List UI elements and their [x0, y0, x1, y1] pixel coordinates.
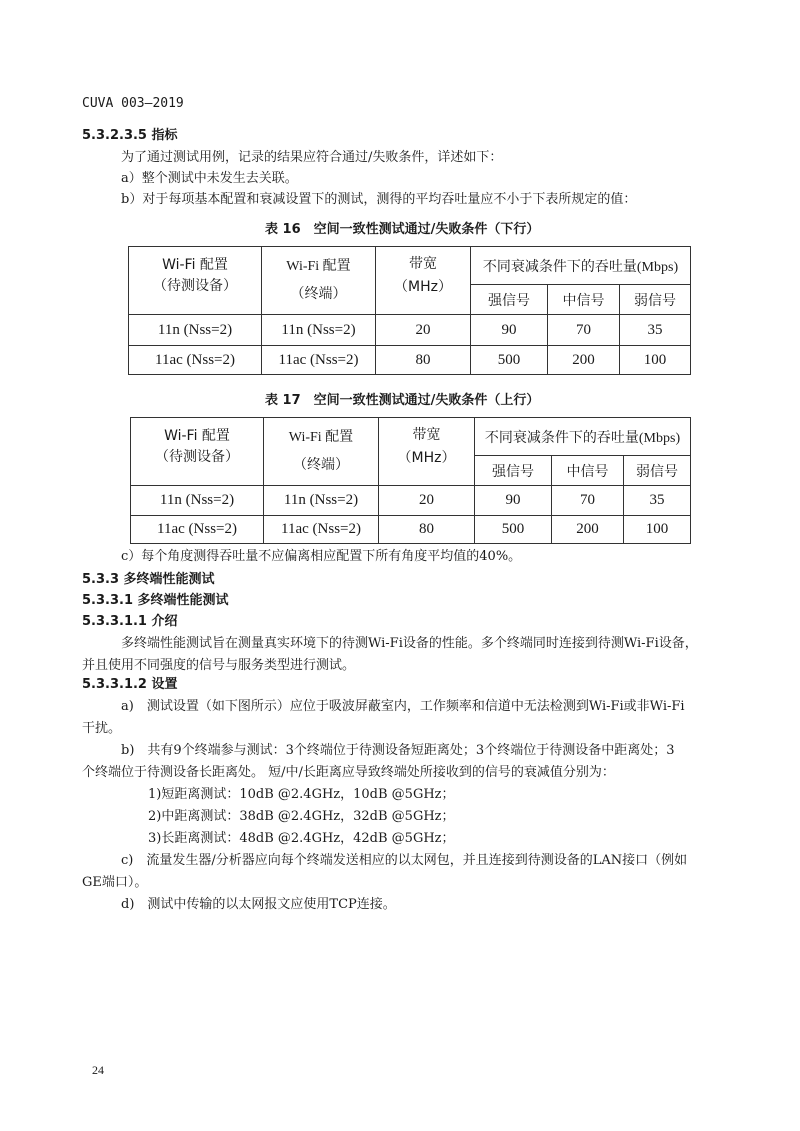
- cell: 500: [475, 516, 552, 544]
- cell: 200: [552, 516, 624, 544]
- paragraph-intro: 为了通过测试用例，记录的结果应符合通过/失败条件，详述如下：: [121, 150, 503, 165]
- table-17-caption: 表 17 空间一致性测试通过/失败条件（上行）: [265, 393, 540, 408]
- section-heading-53311: 5.3.3.1.1 介绍: [82, 614, 178, 629]
- cell: 11n (Nss=2): [129, 315, 262, 346]
- header-throughput: 不同衰减条件下的吞吐量(Mbps): [471, 247, 691, 285]
- setup-item-b-line2: 个终端位于待测设备长距离处。 短/中/长距离应导致终端处所接收到的信号的衰减值分别为：: [82, 765, 615, 780]
- table-16-caption: 表 16 空间一致性测试通过/失败条件（下行）: [265, 222, 540, 237]
- cell: 11ac (Nss=2): [262, 346, 376, 375]
- header-weak-signal: 弱信号: [620, 285, 691, 315]
- header-dut-config: Wi-Fi 配置 （待测设备）: [131, 418, 264, 486]
- table-row: [129, 346, 691, 375]
- setup-item-d: d) 测试中传输的以太网报文应使用TCP连接。: [121, 897, 396, 912]
- cell: 11n (Nss=2): [262, 315, 376, 346]
- attenuation-long: 3)长距离测试：48dB @2.4GHz，42dB @5GHz；: [148, 831, 455, 846]
- section-heading-533: 5.3.3 多终端性能测试: [82, 572, 215, 587]
- header-strong-signal: 强信号: [471, 285, 548, 315]
- header-weak-signal: 弱信号: [624, 456, 691, 486]
- table-row: [129, 315, 691, 346]
- section-heading-52335: 5.3.2.3.5 指标: [82, 128, 178, 143]
- setup-item-b-line1: b) 共有9个终端参与测试：3个终端位于待测设备短距离处；3个终端位于待测设备中距离处；3: [121, 743, 675, 758]
- section-heading-53312: 5.3.3.1.2 设置: [82, 677, 178, 692]
- list-item-b: b）对于每项基本配置和衰减设置下的测试，测得的平均吞吐量应不小于下表所规定的值：: [121, 192, 637, 207]
- header-dut-config: Wi-Fi 配置 （待测设备）: [129, 247, 262, 315]
- header-medium-signal: 中信号: [548, 285, 620, 315]
- cell: 100: [620, 346, 691, 375]
- header-strong-signal: 强信号: [475, 456, 552, 486]
- cell: 100: [624, 516, 691, 544]
- paragraph-intro-line1: 多终端性能测试旨在测量真实环境下的待测Wi-Fi设备的性能。多个终端同时连接到待测Wi-Fi设备，: [121, 636, 698, 651]
- cell: 11n (Nss=2): [131, 486, 264, 516]
- cell: 70: [552, 486, 624, 516]
- header-bandwidth: 带宽 （MHz）: [379, 418, 475, 486]
- setup-item-c-line2: GE端口）。: [82, 875, 148, 890]
- cell: 35: [620, 315, 691, 346]
- attenuation-short: 1)短距离测试：10dB @2.4GHz，10dB @5GHz；: [148, 787, 455, 802]
- cell: 11ac (Nss=2): [129, 346, 262, 375]
- cell: 20: [376, 315, 471, 346]
- setup-item-c-line1: c) 流量发生器/分析器应向每个终端发送相应的以太网包，并且连接到待测设备的LAN接口（例如: [121, 853, 688, 868]
- cell: 80: [376, 346, 471, 375]
- cell: 11ac (Nss=2): [264, 516, 379, 544]
- cell: 90: [471, 315, 548, 346]
- header-sta-config: Wi-Fi 配置 （终端）: [262, 247, 376, 315]
- cell: 80: [379, 516, 475, 544]
- list-item-a: a）整个测试中未发生去关联。: [121, 171, 298, 186]
- cell: 200: [548, 346, 620, 375]
- list-item-c: c）每个角度测得吞吐量不应偏离相应配置下所有角度平均值的40%。: [121, 549, 522, 564]
- standard-id: CUVA 003—2019: [82, 96, 184, 111]
- paragraph-intro-line2: 并且使用不同强度的信号与服务类型进行测试。: [82, 658, 356, 673]
- cell: 90: [475, 486, 552, 516]
- setup-item-a-line1: a) 测试设置（如下图所示）应位于吸波屏蔽室内，工作频率和信道中无法检测到Wi-Fi或非Wi-Fi: [121, 699, 685, 714]
- table-row: [131, 516, 691, 544]
- cell: 11n (Nss=2): [264, 486, 379, 516]
- cell: 70: [548, 315, 620, 346]
- page-number: 24: [92, 1063, 104, 1077]
- cell: 35: [624, 486, 691, 516]
- cell: 11ac (Nss=2): [131, 516, 264, 544]
- table-16: [128, 246, 691, 375]
- cell: 20: [379, 486, 475, 516]
- header-medium-signal: 中信号: [552, 456, 624, 486]
- header-sta-config: Wi-Fi 配置 （终端）: [264, 418, 379, 486]
- header-throughput: 不同衰减条件下的吞吐量(Mbps): [475, 418, 691, 456]
- cell: 500: [471, 346, 548, 375]
- attenuation-medium: 2)中距离测试：38dB @2.4GHz，32dB @5GHz；: [148, 809, 455, 824]
- header-bandwidth: 带宽 （MHz）: [376, 247, 471, 315]
- setup-item-a-line2: 干扰。: [82, 721, 122, 736]
- section-heading-5331: 5.3.3.1 多终端性能测试: [82, 593, 229, 608]
- table-row: [131, 486, 691, 516]
- table-17: [130, 417, 691, 544]
